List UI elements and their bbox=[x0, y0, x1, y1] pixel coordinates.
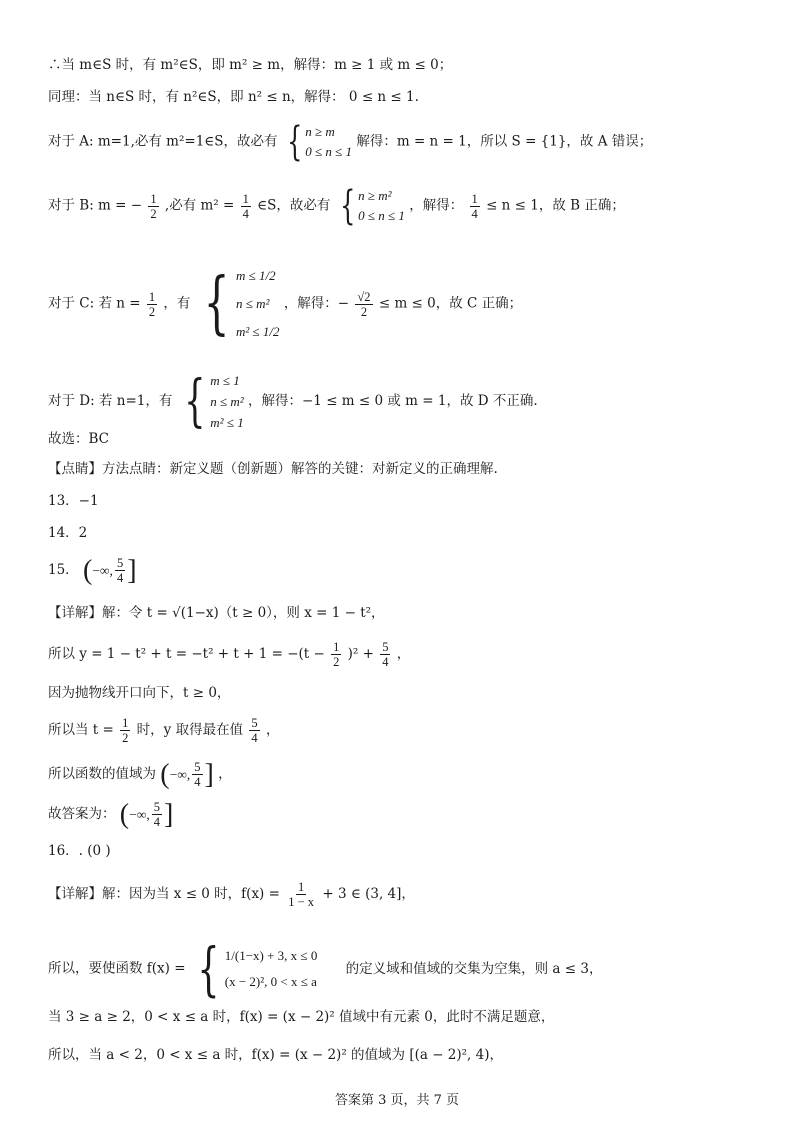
fraction: $\frac{1}{2}$ bbox=[122, 716, 129, 745]
option-a-cond-2: 0 ≤ n ≤ 1 bbox=[305, 144, 353, 159]
interval: ( −∞, $\frac{5}{4}$ ] bbox=[119, 798, 174, 830]
option-b-cond-1: n ≥ m² bbox=[358, 188, 392, 203]
option-d-line bbox=[48, 370, 538, 433]
fraction: $\frac{1}{2}$ bbox=[150, 191, 157, 221]
answer-15 bbox=[48, 556, 137, 585]
answer-15-label: 15． bbox=[48, 562, 79, 578]
detail-16-line-2: 所以，要使函数 f(x) = { 1/(1−x) + 3, x ≤ 0 (x − 2)², 0 < x ≤ a 的定义域和值域的交集为空集，则 a ≤ 3， bbox=[48, 935, 603, 1003]
fraction: $\frac{1}{2}$ bbox=[333, 640, 340, 669]
option-d-prefix: 对于 D: 若 n=1，有 bbox=[48, 393, 173, 409]
option-c-line bbox=[48, 262, 522, 346]
fraction: $\frac{5}{4}$ bbox=[382, 640, 389, 669]
option-c-cond-1: m ≤ 1/2 bbox=[235, 268, 276, 283]
piecewise-function: { 1/(1−x) + 3, x ≤ 0 (x − 2)², 0 < x ≤ a bbox=[197, 935, 318, 1003]
solution-line-1: ∴当 m∈S 时，有 m²∈S，即 m² ≥ m，解得：m ≥ 1 或 m ≤ 0； bbox=[48, 57, 453, 73]
answer-choice: 故选：BC bbox=[48, 431, 110, 447]
fraction: $\frac{√2}{2}$ bbox=[357, 289, 371, 319]
interval: ( −∞, $\frac{5}{4}$ ] bbox=[82, 554, 137, 586]
answer-13: 13．−1 bbox=[48, 493, 99, 509]
piece-2: (x − 2)², 0 < x ≤ a bbox=[224, 974, 317, 989]
option-c-cond-2: n ≤ m² bbox=[235, 296, 270, 311]
option-b-text: ∈S，故必有 bbox=[257, 197, 331, 214]
option-c-prefix: 对于 C: 若 n = bbox=[48, 295, 141, 312]
detail-15-line-6: 故答案为： ( −∞, $\frac{5}{4}$ ] bbox=[48, 798, 174, 830]
comment-line: 【点睛】方法点睛：新定义题（创新题）解答的关键：对新定义的正确理解. bbox=[48, 461, 498, 477]
detail-16-line-4: 所以，当 a < 2，0 < x ≤ a 时，f(x) = (x − 2)² 的值域为 [(a − 2)², 4)， bbox=[48, 1047, 503, 1063]
option-b-result: ≤ n ≤ 1，故 B 正确； bbox=[486, 197, 625, 214]
detail-15-line-1: 【详解】解：令 t = √(1−x)（t ≥ 0），则 x = 1 − t²， bbox=[48, 605, 385, 621]
option-b-prefix: 对于 B: m = − bbox=[48, 197, 143, 214]
option-a-system: { n ≥ m 0 ≤ n ≤ 1 bbox=[286, 119, 353, 165]
answer-14: 14．2 bbox=[48, 525, 88, 541]
detail-15-line-2: 所以 y = 1 − t² + t = −t² + t + 1 = −(t − $\frac{1}{2}$ )² + $\frac{5}{4}$ ， bbox=[48, 640, 411, 669]
option-b-line bbox=[48, 183, 625, 229]
option-d-system: { m ≤ 1 n ≤ m² m² ≤ 1 bbox=[183, 368, 244, 434]
option-a-result: 解得：m = n = 1，所以 S = {1}，故 A 错误； bbox=[356, 133, 653, 150]
fraction: $\frac{5}{4}$ bbox=[251, 716, 258, 745]
option-d-result: ，解得：−1 ≤ m ≤ 0 或 m = 1，故 D 不正确. bbox=[248, 393, 538, 409]
piece-1: 1/(1−x) + 3, x ≤ 0 bbox=[224, 948, 318, 963]
page-footer: 答案第 3 页，共 7 页 bbox=[334, 1093, 460, 1108]
option-a-prefix: 对于 A: m=1,必有 m²=1∈S，故必有 bbox=[48, 133, 278, 150]
detail-15-line-5: 所以函数的值域为 ( −∞, $\frac{5}{4}$ ] ， bbox=[48, 758, 232, 790]
option-d-cond-3: m² ≤ 1 bbox=[210, 415, 244, 430]
option-d-cond-1: m ≤ 1 bbox=[210, 373, 240, 388]
detail-16-line-1: 【详解】解：因为当 x ≤ 0 时，f(x) = $\frac{1}{1 - x}$ + 3 ∈ (3, 4]， bbox=[48, 880, 415, 909]
option-c-text: ，有 bbox=[163, 295, 191, 312]
fraction: $\frac{1}{2}$ bbox=[148, 289, 156, 319]
detail-15-line-3: 因为抛物线开口向下，t ≥ 0， bbox=[48, 685, 231, 701]
solution-line-2: 同理：当 n∈S 时，有 n²∈S，即 n² ≤ n，解得： 0 ≤ n ≤ 1. bbox=[48, 89, 419, 105]
detail-15-line-4: 所以当 t = $\frac{1}{2}$ 时，y 取得最在值 $\frac{5}{4}$ ， bbox=[48, 716, 280, 745]
fraction: $\frac{1}{4}$ bbox=[471, 191, 478, 221]
answer-16: 16．. (0 ) bbox=[48, 843, 111, 859]
option-b-text: ,必有 m² = bbox=[164, 197, 235, 214]
option-b-cond-2: 0 ≤ n ≤ 1 bbox=[358, 208, 405, 223]
option-a-cond-1: n ≥ m bbox=[305, 124, 335, 139]
option-c-text: ，解得：− bbox=[283, 295, 350, 312]
fraction: $\frac{1}{4}$ bbox=[242, 191, 249, 221]
option-c-system: { m ≤ 1/2 n ≤ m² m² ≤ 1/2 bbox=[195, 262, 280, 346]
option-c-cond-3: m² ≤ 1/2 bbox=[235, 324, 280, 339]
fraction: $\frac{1}{1 - x}$ bbox=[288, 880, 315, 909]
option-d-cond-2: n ≤ m² bbox=[210, 394, 244, 409]
option-b-system: { n ≥ m² 0 ≤ n ≤ 1 bbox=[339, 183, 405, 229]
interval: ( −∞, $\frac{5}{4}$ ] bbox=[160, 758, 214, 790]
detail-16-line-3: 当 3 ≥ a ≥ 2，0 < x ≤ a 时，f(x) = (x − 2)² 值域中有元素 0，此时不满足题意， bbox=[48, 1009, 555, 1025]
option-a-line bbox=[48, 119, 653, 165]
option-c-result: ≤ m ≤ 0，故 C 正确； bbox=[378, 295, 523, 312]
option-b-text: ，解得： bbox=[409, 197, 464, 214]
